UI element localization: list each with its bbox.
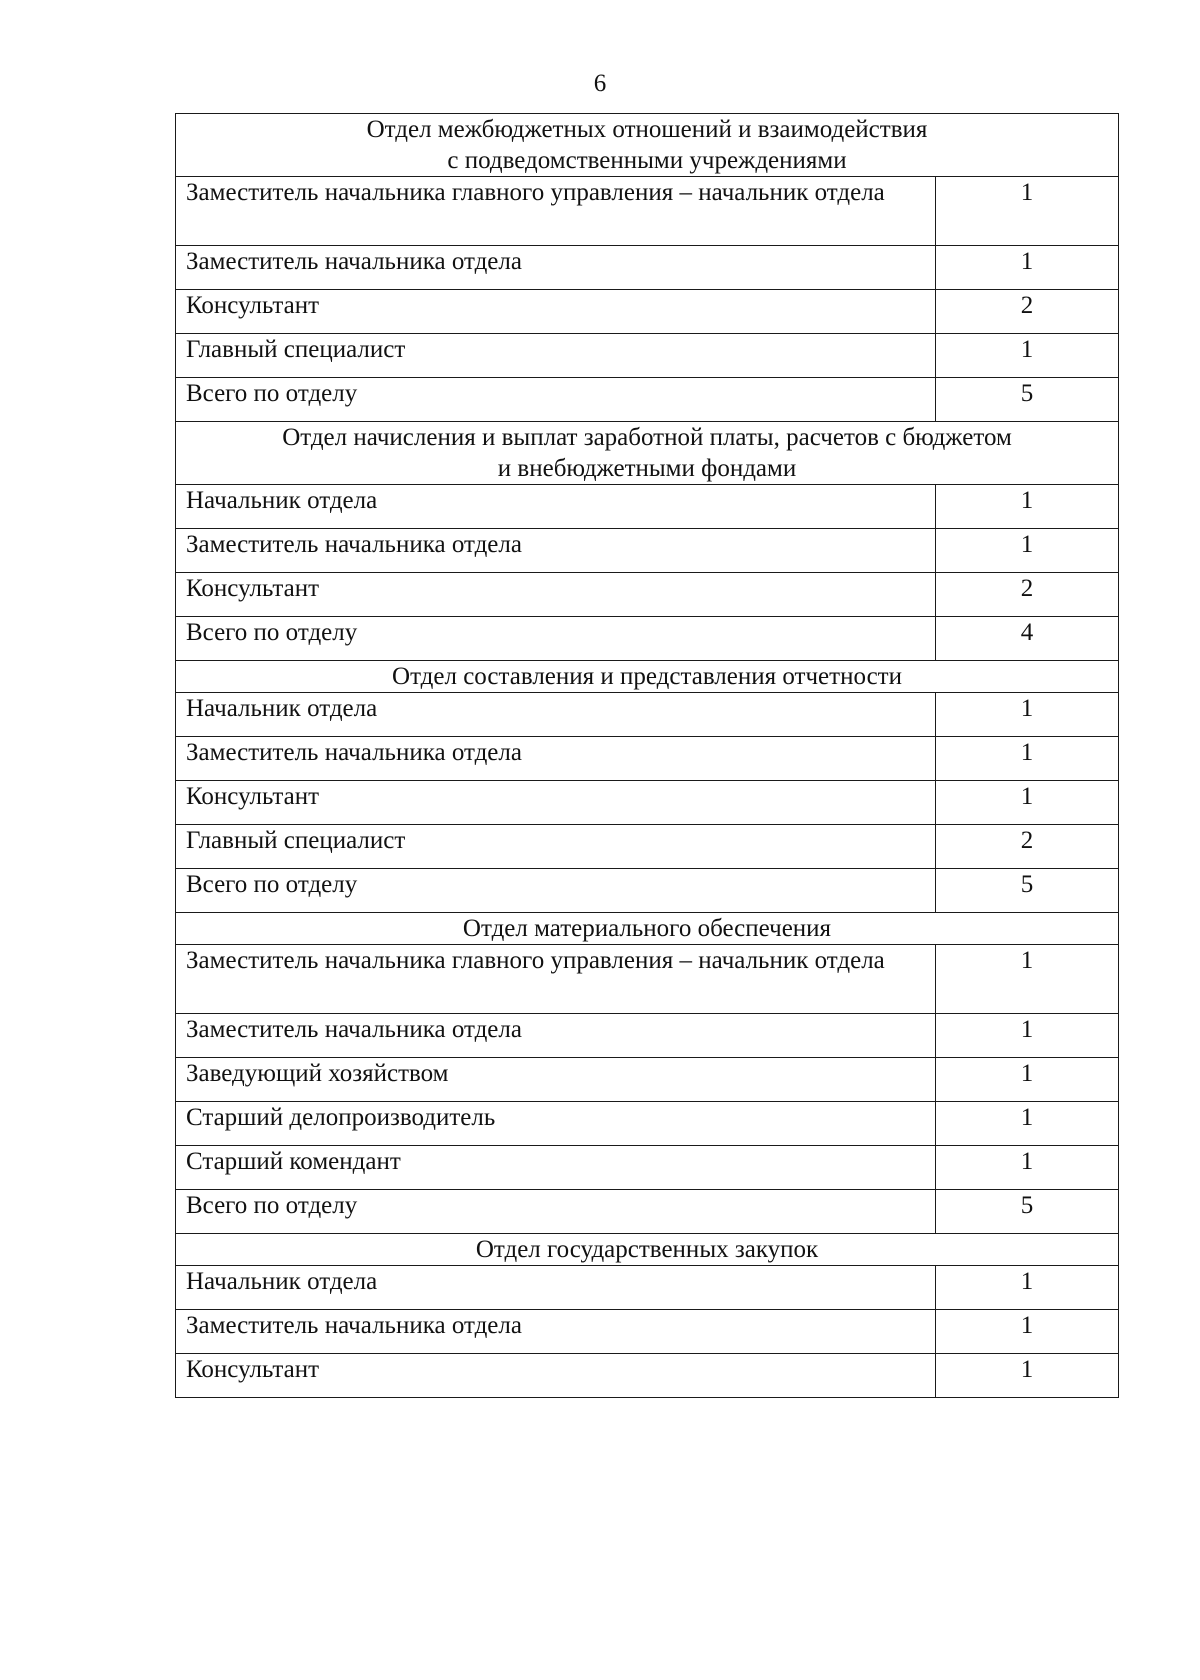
position-count: 1 (936, 737, 1119, 781)
section-title (176, 1234, 1119, 1266)
table-row (176, 1014, 1119, 1058)
section-title-line: Отдел государственных закупок (475, 1236, 819, 1263)
section-header-row (176, 913, 1119, 945)
position-count: 1 (936, 529, 1119, 573)
position-name: Заместитель начальника отдела (176, 246, 936, 290)
position-count: 5 (936, 378, 1119, 422)
section-header-row (176, 114, 1119, 177)
section-title-line: Отдел составления и представления отчетности (392, 663, 902, 690)
position-count: 1 (936, 485, 1119, 529)
section-title-line: и внебюджетными фондами (497, 455, 797, 482)
position-count: 5 (936, 1190, 1119, 1234)
position-count: 1 (936, 1014, 1119, 1058)
position-count: 1 (936, 781, 1119, 825)
section-title-line: Отдел материального обеспечения (462, 915, 832, 942)
position-name: Консультант (176, 573, 936, 617)
position-name: Консультант (176, 290, 936, 334)
position-count: 1 (936, 693, 1119, 737)
table-row (176, 1058, 1119, 1102)
section-title (176, 422, 1119, 485)
table-row (176, 334, 1119, 378)
position-count: 1 (936, 1102, 1119, 1146)
staffing-table-body (176, 114, 1119, 1398)
table-row (176, 246, 1119, 290)
position-name: Всего по отделу (176, 378, 936, 422)
table-row (176, 825, 1119, 869)
position-count: 4 (936, 617, 1119, 661)
table-row (176, 781, 1119, 825)
position-name: Заместитель начальника отдела (176, 1014, 936, 1058)
position-name: Главный специалист (176, 334, 936, 378)
section-title-line: Отдел межбюджетных отношений и взаимодействия (366, 116, 928, 143)
table-row (176, 1146, 1119, 1190)
table-row (176, 485, 1119, 529)
table-row (176, 529, 1119, 573)
position-name: Старший делопроизводитель (176, 1102, 936, 1146)
position-count: 1 (936, 1266, 1119, 1310)
total-row (176, 617, 1119, 661)
page-number: 6 (593, 70, 607, 97)
position-count: 1 (936, 334, 1119, 378)
position-name: Заместитель начальника отдела (176, 1310, 936, 1354)
table-row (176, 1102, 1119, 1146)
section-title (176, 913, 1119, 945)
position-name: Всего по отделу (176, 1190, 936, 1234)
section-header-row (176, 1234, 1119, 1266)
table-row (176, 177, 1119, 246)
section-title-line: Отдел начисления и выплат заработной платы, расчетов с бюджетом (282, 424, 1012, 451)
position-name: Консультант (176, 781, 936, 825)
position-name: Главный специалист (176, 825, 936, 869)
total-row (176, 378, 1119, 422)
staffing-table (175, 113, 1119, 1398)
position-count: 2 (936, 825, 1119, 869)
section-title (176, 661, 1119, 693)
table-row (176, 573, 1119, 617)
position-name: Всего по отделу (176, 869, 936, 913)
table-row (176, 945, 1119, 1014)
position-name: Заместитель начальника отдела (176, 737, 936, 781)
position-count: 1 (936, 1058, 1119, 1102)
position-name: Старший комендант (176, 1146, 936, 1190)
position-count: 5 (936, 869, 1119, 913)
position-count: 1 (936, 246, 1119, 290)
position-name: Заместитель начальника отдела (176, 529, 936, 573)
position-name: Заместитель начальника главного управления – начальник отдела (176, 177, 936, 246)
position-count: 1 (936, 177, 1119, 246)
table-row (176, 290, 1119, 334)
position-name: Всего по отделу (176, 617, 936, 661)
position-name: Начальник отдела (176, 485, 936, 529)
total-row (176, 1190, 1119, 1234)
position-count: 2 (936, 573, 1119, 617)
position-count: 2 (936, 290, 1119, 334)
position-count: 1 (936, 1354, 1119, 1398)
position-count: 1 (936, 945, 1119, 1014)
table-row (176, 693, 1119, 737)
section-header-row (176, 661, 1119, 693)
position-count: 1 (936, 1146, 1119, 1190)
position-name: Заведующий хозяйством (176, 1058, 936, 1102)
section-header-row (176, 422, 1119, 485)
table-row (176, 737, 1119, 781)
position-name: Консультант (176, 1354, 936, 1398)
section-title (176, 114, 1119, 177)
position-count: 1 (936, 1310, 1119, 1354)
section-title-line: с подведомственными учреждениями (447, 147, 847, 174)
position-name: Заместитель начальника главного управления – начальник отдела (176, 945, 936, 1014)
table-row (176, 1310, 1119, 1354)
total-row (176, 869, 1119, 913)
position-name: Начальник отдела (176, 693, 936, 737)
table-row (176, 1266, 1119, 1310)
table-row (176, 1354, 1119, 1398)
position-name: Начальник отдела (176, 1266, 936, 1310)
